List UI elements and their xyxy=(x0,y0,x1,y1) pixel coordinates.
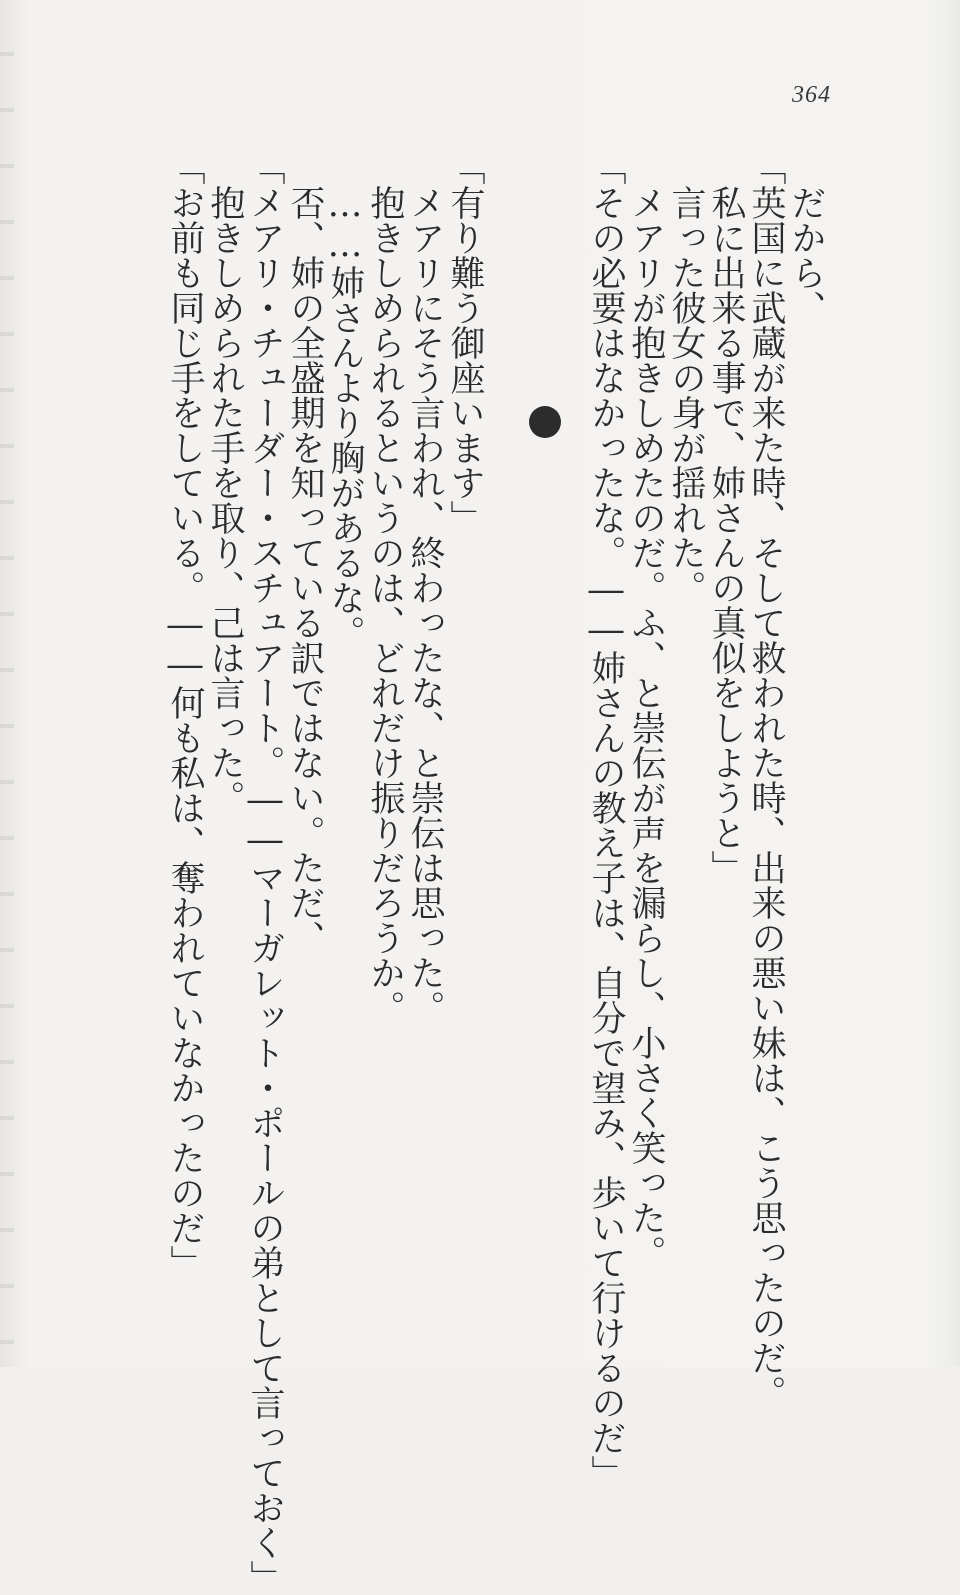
text-column-11: 否、姉の全盛期を知っている訳ではない。ただ、 xyxy=(285,150,325,955)
text-column-14: 「お前も同じ手をしている。――何も私は、奪われていなかったのだ」 xyxy=(165,150,205,1280)
text-column-3: 私に出来る事で、姉さんの真似をしようと」 xyxy=(706,150,746,885)
text-column-9: 抱きしめられるというのは、どれだけ振りだろうか。 xyxy=(365,150,405,1025)
text-column-5: メアリが抱きしめたのだ。ふ、と崇伝が声を漏らし、小さく笑った。 xyxy=(626,150,666,1270)
text-column-13: 抱きしめられた手を取り、己は言った。 xyxy=(205,150,245,815)
text-column-10: ……姉さんより胸があるな。 xyxy=(325,150,365,650)
text-column-12: 「メアリ・チューダー・スチュアート。――マーガレット・ポールの弟として言っておく」 xyxy=(245,150,285,1595)
text-column-8: メアリにそう言われ、終わったな、と崇伝は思った。 xyxy=(405,150,445,1025)
text-column-7: 「有り難う御座います」 xyxy=(445,150,485,535)
page-number: 364 xyxy=(792,82,831,108)
text-column-1: だから、 xyxy=(786,150,826,325)
text-column-6: 「その必要はなかったな。――姉さんの教え子は、自分で望み、歩いて行けるのだ」 xyxy=(586,150,626,1490)
text-column-4: 言った彼女の身が揺れた。 xyxy=(666,150,706,605)
text-column-2: 「英国に武蔵が来た時、そして救われた時、出来の悪い妹は、こう思ったのだ。 xyxy=(746,150,786,1410)
page-edge-shadow xyxy=(0,0,14,1367)
scene-break-dot xyxy=(529,406,561,438)
